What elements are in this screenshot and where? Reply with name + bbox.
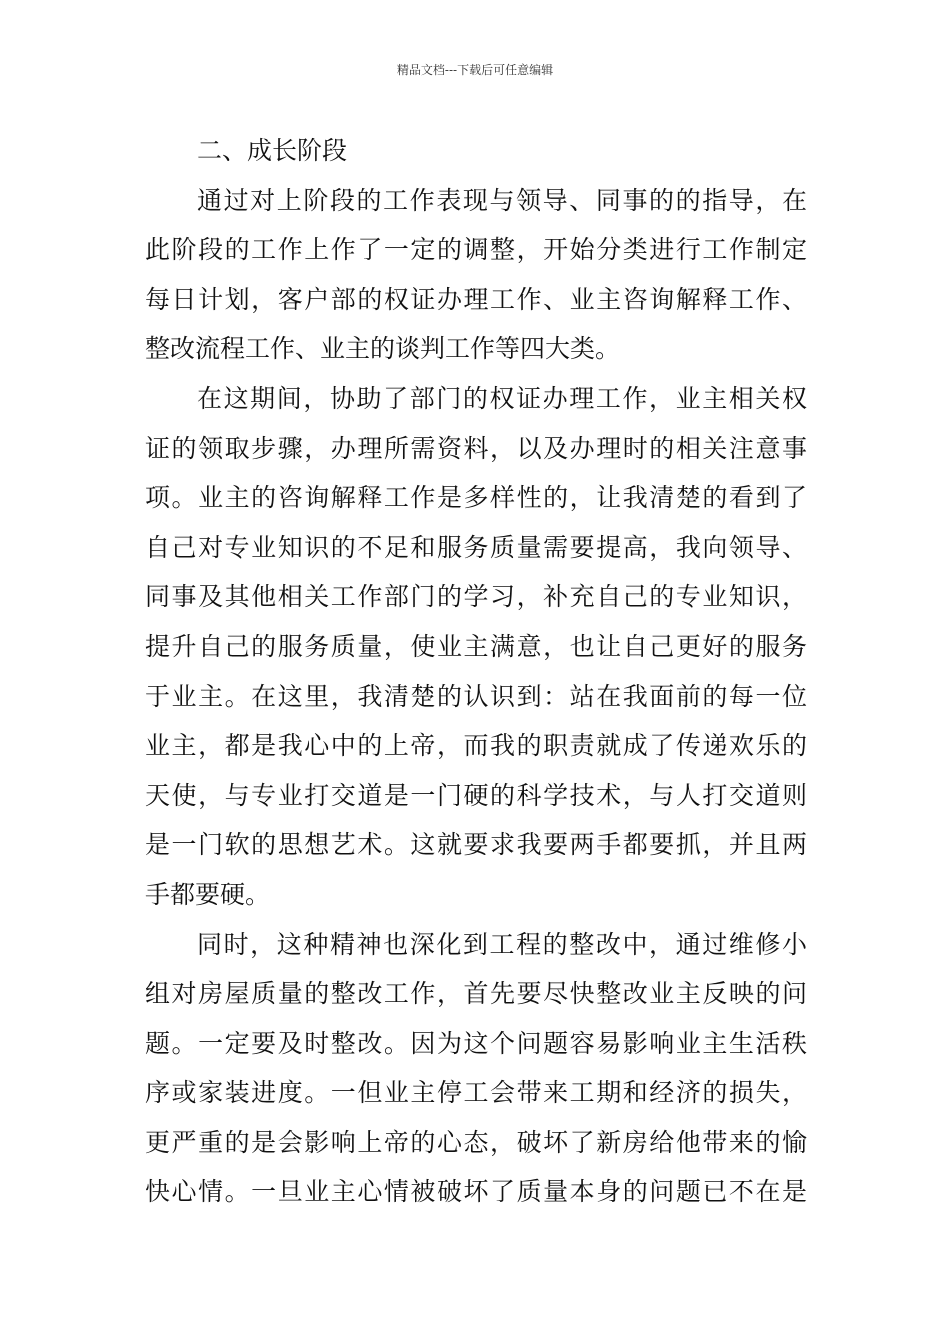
paragraph-line: 于业主。在这里，我清楚的认识到：站在我面前的每一位 [145, 681, 807, 711]
paragraph-line: 项。业主的咨询解释工作是多样性的，让我清楚的看到了 [145, 483, 807, 513]
document-body [145, 126, 807, 1217]
paragraph-line: 手都要硬。 [145, 879, 271, 909]
paragraph-1 [145, 176, 807, 374]
paragraph-line: 通过对上阶段的工作表现与领导、同事的的指导，在 [197, 185, 807, 215]
paragraph-line: 在这期间，协助了部门的权证办理工作，业主相关权 [197, 383, 807, 413]
page-header: 精品文档---下载后可任意编辑 [396, 63, 554, 77]
paragraph-line: 自己对专业知识的不足和服务质量需要提高，我向领导、 [145, 532, 807, 562]
paragraph-line: 天使，与专业打交道是一门硬的科学技术，与人打交道则 [145, 780, 807, 810]
paragraph-line: 组对房屋质量的整改工作，首先要尽快整改业主反映的问 [145, 979, 807, 1009]
paragraph-line: 序或家装进度。一但业主停工会带来工期和经济的损失， [145, 1078, 807, 1108]
paragraph-line: 提升自己的服务质量，使业主满意，也让自己更好的服务 [145, 631, 807, 661]
paragraph-3 [145, 920, 807, 1218]
paragraph-2 [145, 374, 807, 920]
paragraph-line: 快心情。一旦业主心情被破坏了质量本身的问题已不在是 [145, 1177, 807, 1207]
paragraph-line: 同事及其他相关工作部门的学习，补充自己的专业知识， [145, 582, 807, 612]
section-heading: 二、成长阶段 [197, 136, 348, 165]
paragraph-line: 更严重的是会影响上帝的心态，破坏了新房给他带来的愉 [145, 1127, 807, 1157]
paragraph-line: 每日计划，客户部的权证办理工作、业主咨询解释工作、 [145, 284, 807, 314]
paragraph-line: 业主，都是我心中的上帝，而我的职责就成了传递欢乐的 [145, 731, 807, 761]
paragraph-line: 此阶段的工作上作了一定的调整，开始分类进行工作制定 [145, 235, 807, 265]
paragraph-line: 整改流程工作、业主的谈判工作等四大类。 [145, 334, 621, 364]
paragraph-line: 同时，这种精神也深化到工程的整改中，通过维修小 [197, 929, 807, 959]
paragraph-line: 是一门软的思想艺术。这就要求我要两手都要抓，并且两 [145, 830, 807, 860]
paragraph-line: 题。一定要及时整改。因为这个问题容易影响业主生活秩 [145, 1028, 807, 1058]
paragraph-line: 证的领取步骤，办理所需资料，以及办理时的相关注意事 [145, 433, 807, 463]
